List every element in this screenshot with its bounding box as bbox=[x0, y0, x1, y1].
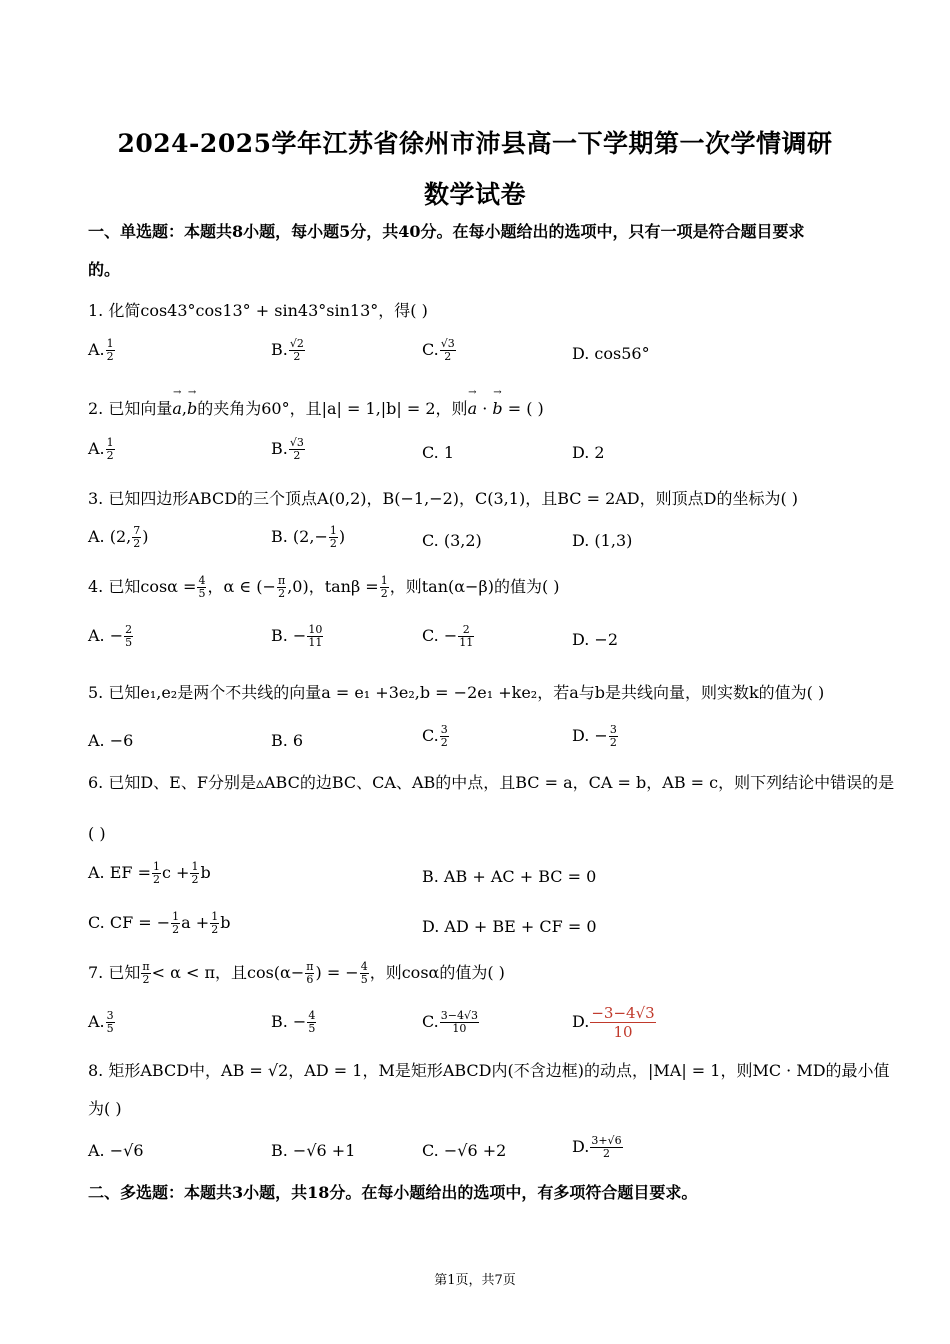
q8-option-a: A. −√6 bbox=[88, 1141, 144, 1160]
q7-option-d: D. $\frac{-3-4√3}{10}$ bbox=[572, 1004, 655, 1041]
q1-option-c: C. $\frac{√3}{2}$ bbox=[422, 337, 455, 363]
q6-option-b: B. AB + AC + BC = 0 bbox=[422, 867, 597, 886]
section1-line1: 一、单选题：本题共8小题，每小题5分，共40分。在每小题给出的选项中，只有一项是符合题目要求 bbox=[88, 222, 805, 241]
q4-option-a: A. − $\frac{2}{5}$ bbox=[88, 623, 133, 649]
q3-stem: 3. 已知四边形ABCD的三个顶点A(0,2)，B(−1,−2)，C(3,1)，且BC = 2AD，则顶点D的坐标为( ) bbox=[88, 489, 799, 508]
q6-option-d: D. AD + BE + CF = 0 bbox=[422, 917, 597, 936]
q6-stem: 6. 已知D、E、F分别是▵ABC的边BC、CA、AB的中点，且BC = a，CA = b，AB = c，则下列结论中错误的是 bbox=[88, 773, 895, 792]
q2-option-c: C. 1 bbox=[422, 443, 455, 462]
q8-stem: 8. 矩形ABCD中，AB = √2，AD = 1，M是矩形ABCD内(不含边框)的动点，|MA| = 1，则MC · MD的最小值 bbox=[88, 1061, 890, 1080]
q4-option-b: B. − $\frac{10}{11}$ bbox=[271, 623, 323, 649]
q2-option-b: B. $\frac{√3}{2}$ bbox=[271, 436, 304, 462]
q1-option-d: D. cos56° bbox=[572, 344, 650, 363]
q6-stem-cont: ( ) bbox=[88, 824, 106, 843]
q8-option-d: D. $\frac{3+√6}{2}$ bbox=[572, 1134, 622, 1160]
q4-stem: 4. 已知cosα = $\frac{4}{5}$ ，α ∈ (− $\frac{\pi}{2}$ ,0)，tanβ = $\frac{1}{2}$ ，则tan(α−β)的值为( ) bbox=[88, 574, 560, 600]
q7-option-a: A. $\frac{3}{5}$ bbox=[88, 1009, 114, 1035]
section2-instructions: 二、多选题：本题共3小题，共18分。在每小题给出的选项中，有多项符合题目要求。 bbox=[88, 1183, 698, 1202]
q5-option-d: D. − $\frac{3}{2}$ bbox=[572, 723, 617, 749]
section1-instructions bbox=[88, 213, 868, 289]
q7-option-d-highlight: −3−4√3 bbox=[591, 1004, 655, 1022]
q6-option-a: A. EF = $\frac{1}{2}$ c + $\frac{1}{2}$ b bbox=[88, 860, 211, 886]
q5-option-c: C. $\frac{3}{2}$ bbox=[422, 723, 448, 749]
q4-option-d: D. −2 bbox=[572, 630, 619, 649]
q2-option-d: D. 2 bbox=[572, 443, 605, 462]
q6-option-c: C. CF = − $\frac{1}{2}$ a + $\frac{1}{2}$ b bbox=[88, 910, 231, 936]
exam-title-line1: 2024-2025学年江苏省徐州市沛县高一下学期第一次学情调研 bbox=[117, 129, 833, 158]
q1-stem: 1. 化简cos43°cos13° + sin43°sin13°，得( ) bbox=[88, 301, 428, 320]
q3-option-b: B. (2,− $\frac{1}{2}$ ) bbox=[271, 524, 346, 550]
q4-option-c: C. − $\frac{2}{11}$ bbox=[422, 623, 474, 649]
q1-option-a: A. $\frac{1}{2}$ bbox=[88, 337, 114, 363]
page-footer: 第1页，共7页 bbox=[434, 1273, 516, 1288]
q5-option-b: B. 6 bbox=[271, 731, 304, 750]
exam-title-line2: 数学试卷 bbox=[423, 180, 526, 209]
q3-option-d: D. (1,3) bbox=[572, 531, 633, 550]
q1-option-b: B. $\frac{√2}{2}$ bbox=[271, 337, 304, 363]
q2-stem: 2. 已知向量→ a,→ b的夹角为60°，且|a| = 1,|b| = 2，则→ a · → b = ( ) bbox=[88, 396, 544, 419]
section1-line2: 的。 bbox=[88, 260, 121, 279]
q5-option-a: A. −6 bbox=[88, 731, 134, 750]
q8-stem-cont: 为( ) bbox=[88, 1099, 122, 1118]
q3-option-c: C. (3,2) bbox=[422, 531, 482, 550]
q7-option-b: B. − $\frac{4}{5}$ bbox=[271, 1009, 316, 1035]
q2-option-a: A. $\frac{1}{2}$ bbox=[88, 436, 114, 462]
q5-stem: 5. 已知e₁,e₂是两个不共线的向量a = e₁ +3e₂,b = −2e₁ +ke₂，若a与b是共线向量，则实数k的值为( ) bbox=[88, 683, 825, 702]
q7-option-c: C. $\frac{3-4√3}{10}$ bbox=[422, 1009, 478, 1035]
q7-stem: 7. 已知 $\frac{\pi}{2}$ < α < π，且cos(α− $\frac{\pi}{6}$ ) = − $\frac{4}{5}$ ，则cosα的值为( ) bbox=[88, 960, 505, 986]
q8-option-b: B. −√6 +1 bbox=[271, 1141, 356, 1160]
q8-option-c: C. −√6 +2 bbox=[422, 1141, 507, 1160]
q3-option-a: A. (2, $\frac{7}{2}$ ) bbox=[88, 524, 149, 550]
